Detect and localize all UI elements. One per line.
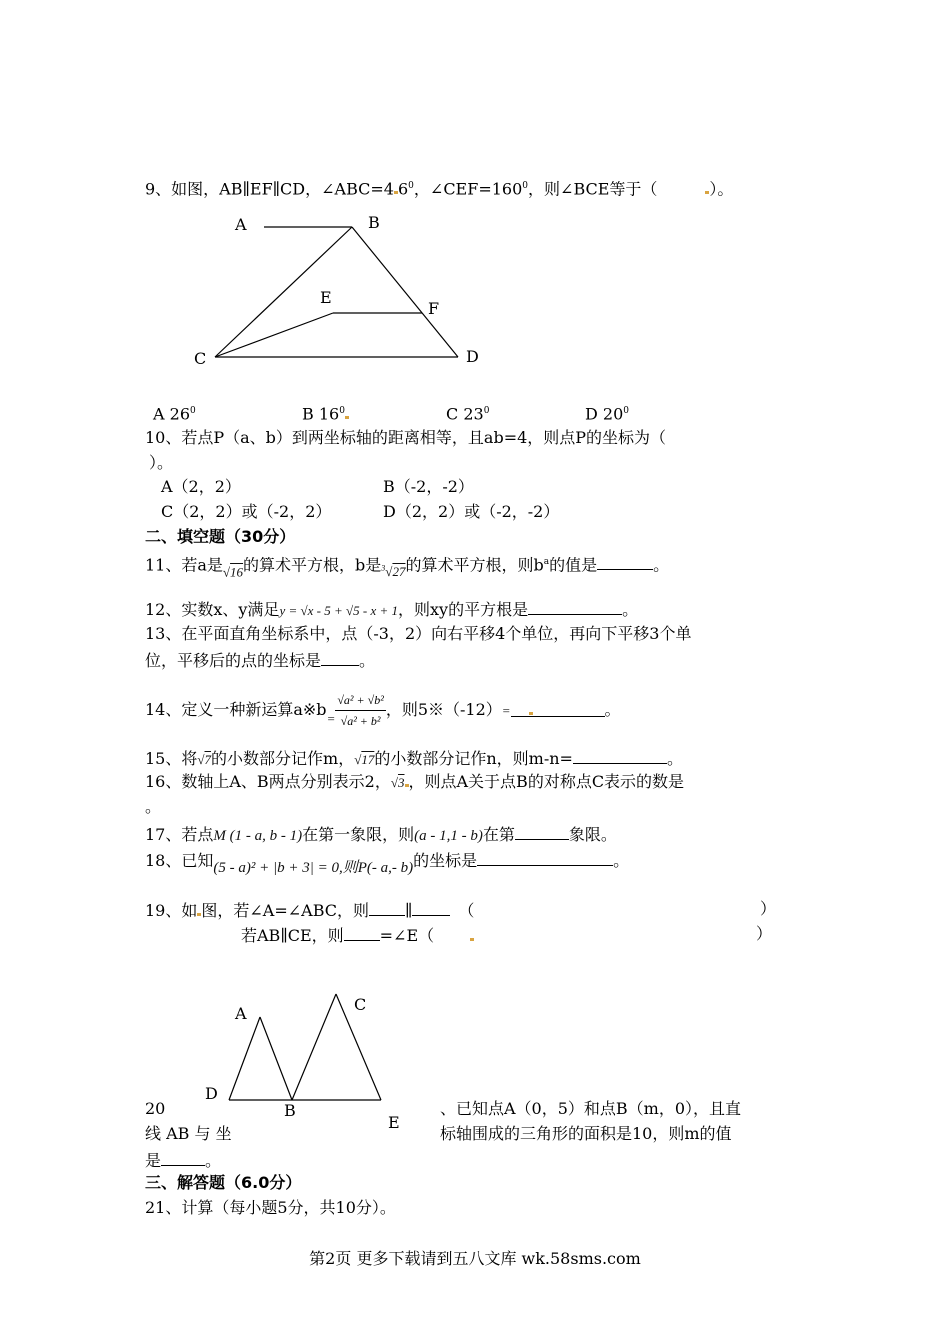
page-footer: 第2页 更多下载请到五八文库 wk.58sms.com [309, 1249, 641, 1268]
answer-blank[interactable] [344, 924, 380, 941]
q11-end: 的值是 [549, 555, 598, 575]
equals-sign: = [326, 711, 336, 726]
q19-label-d: D [205, 1084, 218, 1103]
q19-close-2: ） [756, 924, 773, 943]
q12-tail: 。 [622, 600, 639, 619]
point-m-expression: M (1 - a, b - 1) [213, 828, 303, 844]
q10-option-d: D（2，2）或（-2，-2） [383, 502, 560, 521]
q15-pre: 15、将 [145, 749, 198, 768]
q20-tail: 。 [205, 1151, 222, 1170]
segment-bd [352, 227, 458, 357]
q18-equation: (5 - a)² + |b + 3| = 0,则P(- a,- b) [213, 860, 414, 876]
q9-label-b: B [368, 213, 380, 232]
mark [470, 938, 474, 941]
degree-sup: 0 [623, 406, 630, 416]
q9-label-f: F [428, 299, 440, 318]
q11-mid: 的算术平方根，b是 [243, 555, 382, 575]
q19-close-1: ） [760, 899, 777, 918]
answer-blank[interactable] [511, 700, 605, 717]
q11 [145, 552, 669, 582]
sqrt-16: √16 [222, 564, 244, 580]
q9-option-b [302, 401, 349, 424]
answer-blank[interactable] [477, 849, 613, 866]
mark [529, 712, 533, 715]
sqrt-3: √3 [391, 775, 409, 790]
q19-line1 [145, 899, 474, 921]
q10-option-c: C（2，2）或（-2，2） [161, 502, 332, 521]
q20-line3 [145, 1149, 221, 1171]
degree-sup: 0 [483, 406, 490, 416]
q19-label-b: B [284, 1101, 296, 1120]
sqrt-17: √17 [354, 752, 375, 767]
q10-option-b: B（-2，-2） [383, 477, 474, 496]
q13-line1: 13、在平面直角坐标系中，点（-3，2）向右平移4个单位，再向下平移3个单 [145, 624, 692, 643]
q14-fraction [335, 690, 385, 731]
q9-stem [145, 176, 733, 199]
q20-right-2: 标轴围成的三角形的面积是10，则m的值 [440, 1124, 732, 1143]
sqrt-7: √7 [197, 752, 212, 767]
q10-option-a: A（2，2） [161, 477, 241, 496]
q12-pre: 12、实数x、y满足 [145, 600, 280, 619]
segment-ce [215, 313, 333, 357]
option-text: D 20 [585, 404, 624, 424]
q19-mid: 图，若∠A=∠ABC，则 [201, 901, 370, 920]
q12-post: ，则xy的平方根是 [398, 600, 529, 619]
q13-line2 [145, 649, 375, 671]
answer-blank[interactable] [321, 649, 359, 666]
answer-blank[interactable] [597, 553, 653, 570]
q15 [145, 747, 683, 770]
q18-post: 的坐标是 [413, 851, 478, 870]
q9-stem-end: ）。 [709, 179, 734, 199]
root-index: 3 [381, 564, 386, 573]
q19-line2 [241, 924, 474, 946]
q17-tail: 象限。 [568, 825, 617, 844]
answer-blank[interactable] [573, 747, 667, 764]
q14-post: ，则5※（-12） [385, 700, 502, 719]
q19-line2-pre: 若AB∥CE，则 [241, 926, 344, 945]
q9-option-c [446, 401, 489, 424]
q15-post: 的小数部分记作n，则m-n= [374, 749, 573, 768]
q19-label-e: E [388, 1113, 400, 1132]
segment-ab2 [260, 1017, 292, 1100]
q9-label-d: D [466, 347, 479, 366]
answer-blank[interactable] [412, 899, 450, 916]
option-text: A 26 [153, 404, 190, 424]
degree-sup: 0 [190, 406, 196, 416]
q14-pre: 14、定义一种新运算a※b [145, 700, 327, 719]
degree-sup: 0 [339, 406, 345, 416]
answer-blank[interactable] [515, 823, 569, 840]
q19-label-c: C [354, 995, 367, 1014]
q17-pre: 17、若点 [145, 825, 214, 844]
q21: 21、计算（每小题5分，共10分）。 [145, 1198, 396, 1217]
q15-mid: 的小数部分记作m， [211, 749, 355, 768]
q9-option-d [585, 401, 629, 424]
radicand: 17 [361, 752, 375, 767]
q16-line2: 。 [145, 797, 162, 816]
q18-tail: 。 [613, 851, 630, 870]
q9-label-e: E [320, 288, 332, 307]
q20-line3-text: 是 [145, 1151, 162, 1170]
section-3-heading: 三、解答题（6.0分） [145, 1173, 302, 1192]
option-text: C 23 [446, 404, 484, 424]
q20-right-1: 、已知点A（0，5）和点B（m，0），且直 [440, 1099, 742, 1118]
q9-label-c: C [194, 349, 207, 368]
q19-pre: 19、如 [145, 901, 198, 920]
q18-pre: 18、已知 [145, 851, 214, 870]
q16 [145, 772, 684, 793]
equals-sign: = [501, 703, 511, 718]
radicand: 27 [392, 564, 406, 580]
fraction-denominator: √a² + b² [340, 714, 381, 728]
mark [345, 416, 349, 419]
q9-stem-d: ，则∠BCE等于（ [528, 179, 658, 199]
q16-post: ，则点A关于点B的对称点C表示的数是 [408, 772, 685, 791]
q12-equation: y = √x - 5 + √5 - x + 1 [279, 603, 398, 618]
parallel-symbol: ∥ [405, 901, 413, 920]
q9-label-a: A [235, 215, 247, 234]
section-2-heading: 二、填空题（30分） [145, 527, 296, 546]
q18 [145, 849, 629, 878]
radicand: 16 [230, 564, 244, 580]
segment-da [229, 1017, 260, 1100]
exponent: a [543, 557, 550, 567]
q17-mid: 在第一象限，则 [302, 825, 415, 844]
q9-option-a [153, 401, 196, 424]
radicand: 7 [204, 752, 212, 767]
q11-post: 的算术平方根，则b [405, 555, 544, 575]
q16-pre: 16、数轴上A、B两点分别表示2， [145, 772, 391, 791]
open-paren: （ [458, 901, 475, 920]
q20-left-2: 线 AB 与 坐 [145, 1124, 232, 1143]
q9-stem-c: ，∠CEF=160 [413, 179, 523, 199]
option-text: B 16 [302, 404, 340, 424]
q17 [145, 823, 617, 846]
segment-bc2 [292, 994, 336, 1100]
q19-line2-mid: =∠E（ [379, 926, 435, 945]
q17-post: 在第 [482, 825, 515, 844]
q11-pre: 11、若a是 [145, 555, 223, 575]
q14-tail: 。 [604, 700, 621, 719]
q15-tail: 。 [666, 749, 683, 768]
degree-sup: 0 [408, 181, 414, 191]
answer-blank[interactable] [528, 598, 622, 615]
answer-blank[interactable] [161, 1149, 205, 1166]
degree-sup: 0 [522, 181, 529, 191]
q10-stem: 10、若点P（a、b）到两坐标轴的距离相等，且ab=4，则点P的坐标为（ [145, 428, 667, 447]
fraction-numerator: √a² + √b² [335, 690, 385, 711]
q14 [145, 690, 621, 731]
q10-stem-cont: ）。 [149, 453, 174, 472]
point-expression: (a - 1,1 - b) [414, 828, 483, 844]
q19-label-a: A [235, 1004, 247, 1023]
cbrt-27: 3√27 [381, 564, 406, 580]
q20-number: 20 [145, 1099, 166, 1118]
q11-tail: 。 [653, 555, 670, 575]
q12 [145, 598, 638, 621]
radicand: 3 [398, 775, 405, 790]
q9-stem-b: 6 [397, 179, 409, 199]
q13-line2-text: 位，平移后的点的坐标是 [145, 651, 322, 670]
answer-blank[interactable] [369, 899, 405, 916]
q9-stem-text: 9、如图，AB∥EF∥CD，∠ABC=4 [145, 179, 394, 199]
q13-tail: 。 [359, 651, 376, 670]
